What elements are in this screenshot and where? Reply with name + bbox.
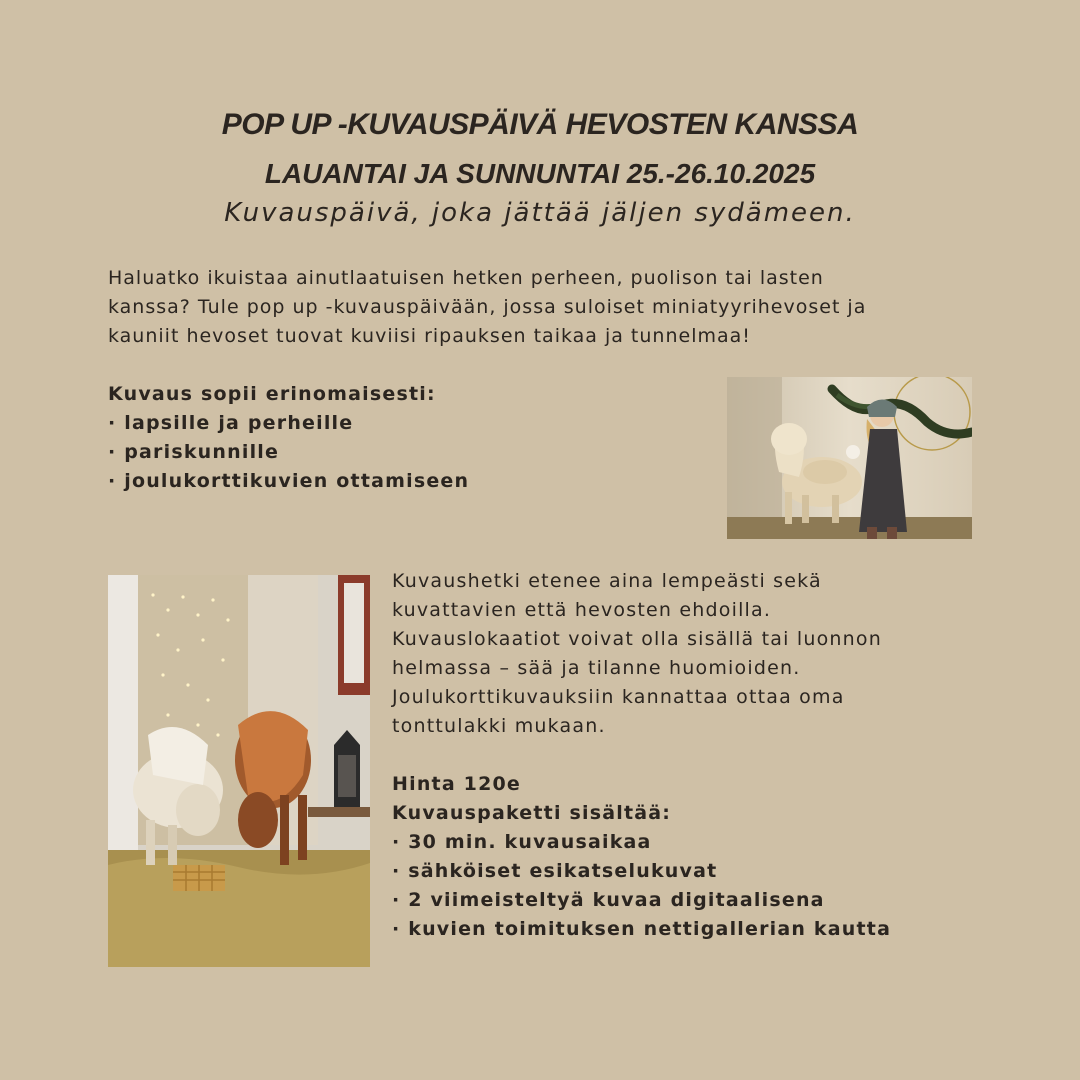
description-line: Kuvauslokaatiot voivat olla sisällä tai luonnon [392,628,882,650]
ponies-stable-photo [108,575,370,967]
tagline: Kuvauspäivä, joka jättää jäljen sydämeen. [224,198,856,228]
intro-text [108,264,968,351]
intro-line: kauniit hevoset tuovat kuviisi ripauksen taikaa ja tunnelmaa! [108,325,751,347]
ponies-stable-illustration [108,575,370,967]
package-item: · sähköiset esikatselukuvat [392,860,718,882]
package-heading: Kuvauspaketti sisältää: [392,802,672,824]
suitability-item: · joulukorttikuvien ottamiseen [108,470,470,492]
description-line: kuvattavien että hevosten ehdoilla. [392,599,772,621]
pony-girl-illustration [727,377,972,539]
suitability-item: · pariskunnille [108,441,280,463]
description-line: Joulukorttikuvauksiin kannattaa ottaa oma [392,686,845,708]
page-title: POP UP -KUVAUSPÄIVÄ HEVOSTEN KANSSA [221,108,859,141]
pony-girl-photo [727,377,972,539]
package-item: · 30 min. kuvausaikaa [392,831,652,853]
suitability-heading: Kuvaus sopii erinomaisesti: [108,383,436,405]
suitability-list [108,380,708,496]
intro-line: Haluatko ikuistaa ainutlaatuisen hetken perheen, puolison tai lasten [108,267,824,289]
package-item: · kuvien toimituksen nettigallerian kautta [392,918,892,940]
intro-line: kanssa? Tule pop up -kuvauspäivään, jossa suloiset miniatyyrihevoset ja [108,296,867,318]
description-line: helmassa – sää ja tilanne huomioiden. [392,657,801,679]
description-text [392,567,992,741]
package-item: · 2 viimeisteltyä kuvaa digitaalisena [392,889,825,911]
suitability-item: · lapsille ja perheille [108,412,354,434]
description-line: Kuvaushetki etenee aina lempeästi sekä [392,570,822,592]
package-list [392,770,1012,944]
event-dates: LAUANTAI JA SUNNUNTAI 25.-26.10.2025 [264,158,816,189]
price-label: Hinta 120e [392,773,522,795]
description-line: tonttulakki mukaan. [392,715,606,737]
